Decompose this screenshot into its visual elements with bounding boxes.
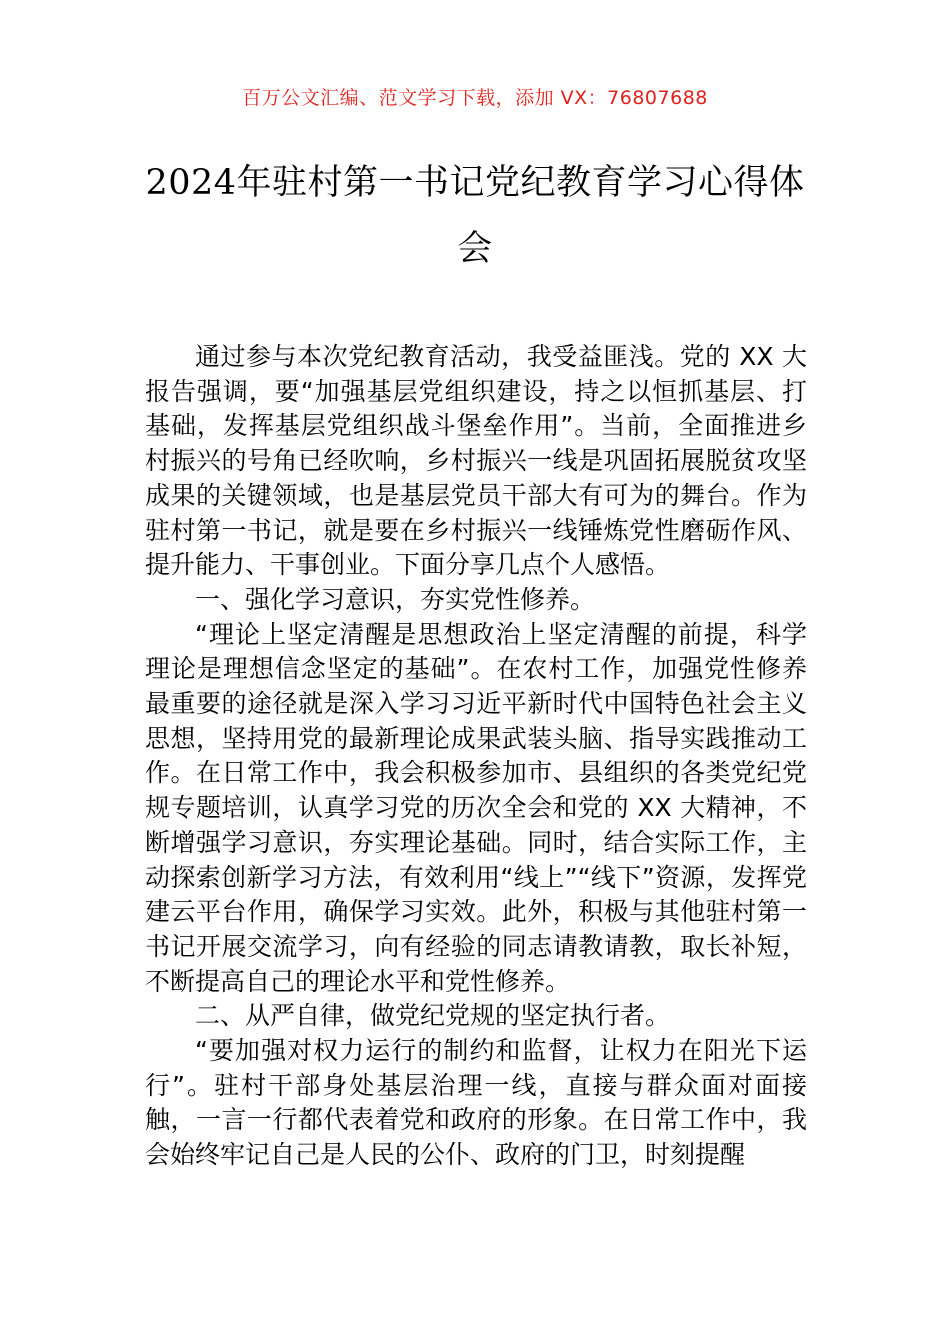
document-body <box>145 340 807 1173</box>
section-heading-2: 二、从严自律，做党纪党规的坚定执行者。 <box>195 1001 671 1031</box>
paragraph-section-1: “理论上坚定清醒是思想政治上坚定清醒的前提，科学理论是理想信念坚定的基础”。在农村工作，加强党性修养最重要的途径就是深入学习习近平新时代中国特色社会主义思想，坚持用党的最新理论成果武装头脑、指导实践推动工作。在日常工作中，我会积极参加市、县组织的各类党纪党规专题培训，认真学习党的历次全会和党的 XX 大精神，不断增强学习意识，夯实理论基础。同时，结合实际工作，主动探索创新学习方法，有效利用“线上”“线下”资源，发挥党建云平台作用，确保学习实效。此外，积极与其他驻村第一书记开展交流学习，向有经验的同志请教请教，取长补短，不断提高自己的理论水平和党性修养。 <box>145 619 807 996</box>
header-note: 百万公文汇编、范文学习下载，添加 VX：76807688 <box>242 87 708 109</box>
document-title: 2024年驻村第一书记党纪教育学习心得体会 <box>145 163 805 269</box>
paragraph-section-2: “要加强对权力运行的制约和监督，让权力在阳光下运行”。驻村干部身处基层治理一线，直接与群众面对面接触，一言一行都代表着党和政府的形象。在日常工作中，我会始终牢记自己是人民的公仆、政府的门卫，时刻提醒 <box>145 1036 807 1170</box>
section-heading-1: 一、强化学习意识，夯实党性修养。 <box>195 584 596 614</box>
paragraph-intro: 通过参与本次党纪教育活动，我受益匪浅。党的 XX 大报告强调，要“加强基层党组织建设，持之以恒抓基层、打基础，发挥基层党组织战斗堡垒作用”。当前，全面推进乡村振兴的号角已经吹响，乡村振兴一线是巩固拓展脱贫攻坚成果的关键领域，也是基层党员干部大有可为的舞台。作为驻村第一书记，就是要在乡村振兴一线锤炼党性磨砺作风、提升能力、干事创业。下面分享几点个人感悟。 <box>145 342 807 580</box>
